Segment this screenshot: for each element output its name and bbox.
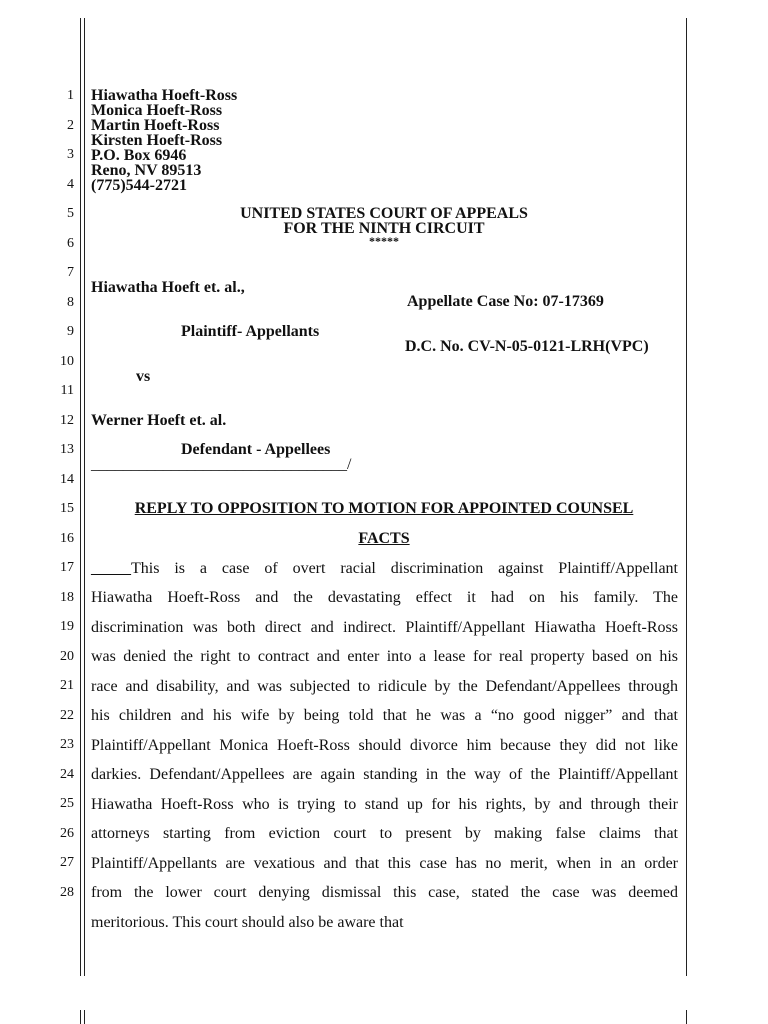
appellate-case-number: Appellate Case No: 07-17369 <box>407 293 604 310</box>
line-number: 21 <box>60 678 74 693</box>
line-number: 4 <box>67 177 74 192</box>
phone-number: (775)544-2721 <box>91 177 187 194</box>
line-number: 17 <box>60 560 74 575</box>
party-name: Monica Hoeft-Ross <box>91 102 223 119</box>
body-line: discrimination was both direct and indirect. Plaintiff/Appellant Hiawatha Hoeft-Ross <box>91 619 678 636</box>
body-line-text: This is a case of overt racial discrimination against Plaintiff/Appellant <box>131 560 678 577</box>
line-number: 3 <box>67 147 74 162</box>
party-name: Martin Hoeft-Ross <box>91 117 220 134</box>
plaintiff-caption: Hiawatha Hoeft et. al., <box>91 279 245 296</box>
line-number: 19 <box>60 619 74 634</box>
facts-heading: FACTS <box>358 530 410 547</box>
line-number: 27 <box>60 855 74 870</box>
line-number: 26 <box>60 826 74 841</box>
line-number: 12 <box>60 413 74 428</box>
line-number: 2 <box>67 118 74 133</box>
line-number: 10 <box>60 354 74 369</box>
line-number: 5 <box>67 206 74 221</box>
body-line: his children and his wife by being told that he was a “no good nigger” and that <box>91 707 678 724</box>
line-number: 7 <box>67 265 74 280</box>
line-number: 24 <box>60 767 74 782</box>
body-line: Hiawatha Hoeft-Ross who is trying to stand up for his rights, by and through their <box>91 796 678 813</box>
district-court-number: D.C. No. CV-N-05-0121-LRH(VPC) <box>405 338 649 355</box>
body-line: was denied the right to contract and enter into a lease for real property based on his <box>91 648 678 665</box>
next-page-rule-right <box>686 1010 687 1024</box>
next-page-rule-left-outer <box>80 1010 81 1024</box>
line-number: 20 <box>60 649 74 664</box>
line-number: 8 <box>67 295 74 310</box>
party-name: Hiawatha Hoeft-Ross <box>91 87 238 104</box>
court-name-line2: FOR THE NINTH CIRCUIT <box>283 220 485 237</box>
plaintiff-role: Plaintiff- Appellants <box>181 323 320 340</box>
caption-divider: ________________________________/ <box>91 456 352 473</box>
versus: vs <box>136 368 151 385</box>
defendant-role: Defendant - Appellees <box>181 441 331 458</box>
body-line: from the lower court denying dismissal this case, stated the case was deemed <box>91 884 678 901</box>
court-name-line1: UNITED STATES COURT OF APPEALS <box>240 205 528 222</box>
party-name: Kirsten Hoeft-Ross <box>91 132 223 149</box>
document-title: REPLY TO OPPOSITION TO MOTION FOR APPOINTED COUNSEL <box>134 500 634 517</box>
line-number: 6 <box>67 236 74 251</box>
defendant-caption: Werner Hoeft et. al. <box>91 412 227 429</box>
line-number: 28 <box>60 885 74 900</box>
party-address-block <box>91 88 237 193</box>
line-number: 16 <box>60 531 74 546</box>
line-number: 23 <box>60 737 74 752</box>
court-stars: ***** <box>369 234 399 248</box>
line-number: 18 <box>60 590 74 605</box>
indent-blank: _____ <box>91 560 131 577</box>
line-number: 11 <box>60 383 74 398</box>
right-margin-rule <box>686 18 687 976</box>
body-line: attorneys starting from eviction court to present by making false claims that <box>91 825 678 842</box>
body-line: darkies. Defendant/Appellees are again standing in the way of the Plaintiff/Appellant <box>91 766 678 783</box>
line-number: 14 <box>60 472 74 487</box>
next-page-rule-left-inner <box>84 1010 85 1024</box>
po-box: P.O. Box 6946 <box>91 147 187 164</box>
city-state-zip: Reno, NV 89513 <box>91 162 202 179</box>
left-margin-rule-outer <box>80 18 81 976</box>
line-number: 15 <box>60 501 74 516</box>
body-line: Plaintiff/Appellants are vexatious and that this case has no merit, when in an order <box>91 855 678 872</box>
line-number: 22 <box>60 708 74 723</box>
line-number: 1 <box>67 88 74 103</box>
body-line: Hiawatha Hoeft-Ross and the devastating effect it had on his family. The <box>91 589 678 606</box>
body-line <box>91 560 678 578</box>
line-number: 9 <box>67 324 74 339</box>
body-line: meritorious. This court should also be aware that <box>91 914 404 931</box>
left-margin-rule-inner <box>84 18 85 976</box>
line-number: 13 <box>60 442 74 457</box>
line-number: 25 <box>60 796 74 811</box>
body-line: Plaintiff/Appellant Monica Hoeft-Ross should divorce him because they did not like <box>91 737 678 754</box>
body-line: race and disability, and was subjected to ridicule by the Defendant/Appellees through <box>91 678 678 695</box>
